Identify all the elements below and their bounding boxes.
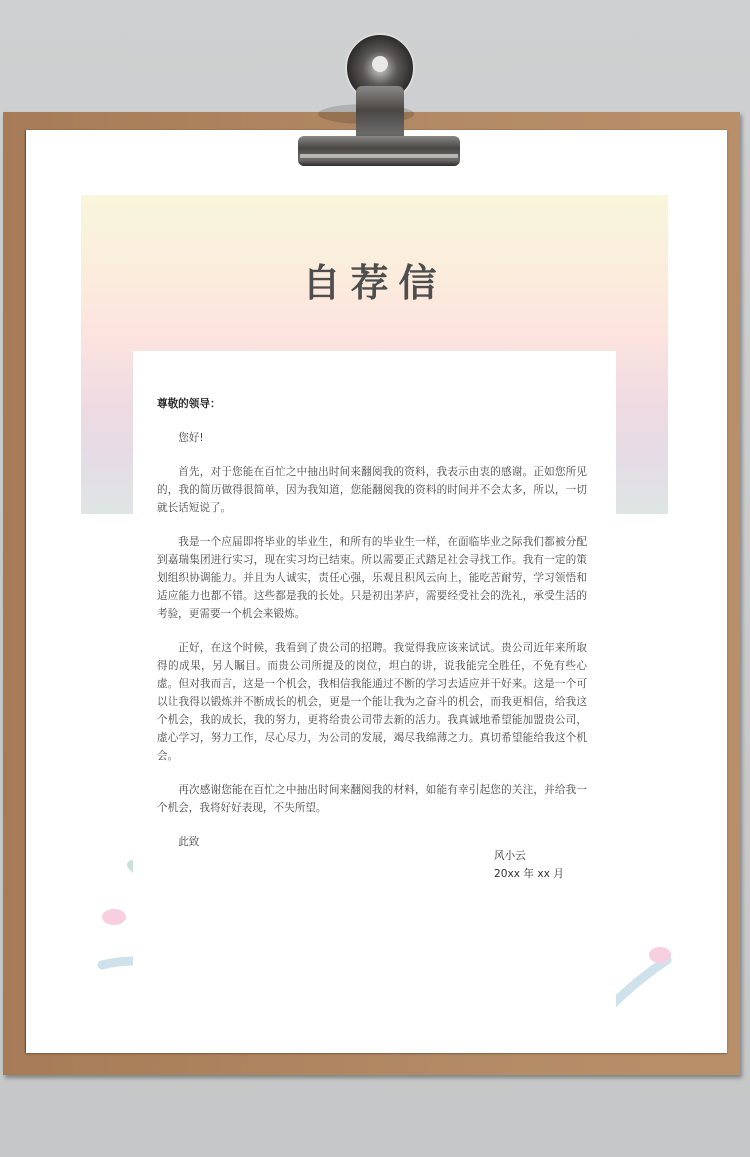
letter-paper (26, 130, 727, 1053)
paragraph-4: 再次感谢您能在百忙之中抽出时间来翻阅我的材料，如能有幸引起您的关注，并给我一个机会，我将好好表现，不失所望。 (157, 784, 587, 814)
paragraph-3: 正好，在这个时候，我看到了贵公司的招聘。我觉得我应该来试试。贵公司近年来所取得的成果，另人瞩目。而贵公司所提及的岗位，坦白的讲，说我能完全胜任，不免有些心虚。但对我而言，这是一个机会，我相信我能通过不断的学习去适应并干好来。这是一个可以让我得以锻炼并不断成长的机会，更是一个能让我为之奋斗的机会，而我更相信，给我这个机会，我的成长，我的努力，更将给贵公司带去新的活力。我真诚地希望能加盟贵公司，虚心学习，努力工作，尽心尽力，为公司的发展，竭尽我绵薄之力。真切希望能给我这个机会。 (157, 642, 587, 762)
letter-body (157, 395, 587, 851)
page-title: 自荐信 (302, 261, 447, 305)
salutation: 尊敬的领导： (157, 398, 221, 410)
paragraph-2: 我是一个应届即将毕业的毕业生，和所有的毕业生一样，在面临毕业之际我们都被分配到嘉瑞集团进行实习，现在实习均已结束。所以需要正式踏足社会寻找工作。我有一定的策划组织协调能力。并且为人诚实，责任心强，乐观且积风云向上，能吃苦耐劳，学习领悟和适应能力也都不错。这些都是我的长处。只是初出茅庐，需要经受社会的洗礼，承受生活的考验，更需要一个机会来锻炼。 (157, 536, 587, 620)
binder-clip-icon (296, 24, 466, 174)
signature-date: 20xx 年 xx 月 (494, 868, 564, 880)
signature-block (494, 847, 564, 883)
greeting: 您好! (178, 432, 204, 444)
closing: 此致 (178, 836, 200, 848)
letter-card (133, 351, 616, 1031)
signature-name: 风小云 (494, 850, 526, 862)
paragraph-1: 首先，对于您能在百忙之中抽出时间来翻阅我的资料，我表示由衷的感谢。正如您所见的，我的简历做得很简单，因为我知道，您能翻阅我的资料的时间并不会太多，所以，一切就长话短说了。 (157, 466, 587, 514)
